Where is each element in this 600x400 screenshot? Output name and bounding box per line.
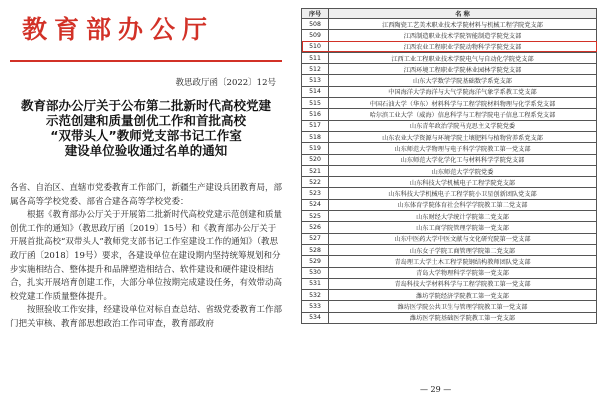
row-number: 533 bbox=[302, 301, 329, 312]
row-number: 522 bbox=[302, 177, 329, 188]
table-row bbox=[302, 267, 597, 278]
row-name: 江西陶瓷工艺美术职业技术学院材料与机械工程学院党支部 bbox=[329, 19, 597, 30]
row-number: 528 bbox=[302, 244, 329, 255]
row-number: 519 bbox=[302, 143, 329, 154]
table-row bbox=[302, 290, 597, 301]
table-row bbox=[302, 154, 597, 165]
row-name: 青岛科技大学材料科学与工程学院教工第一党支部 bbox=[329, 278, 597, 289]
table-row bbox=[302, 52, 597, 63]
row-name: 江西制造职业技术学院智能制造学院党支部 bbox=[329, 30, 597, 41]
table-row bbox=[302, 143, 597, 154]
row-name: 山东体育学院体育社会科学学院教工第二党支部 bbox=[329, 199, 597, 210]
table-row bbox=[302, 278, 597, 289]
row-number: 520 bbox=[302, 154, 329, 165]
table-row bbox=[302, 312, 597, 323]
row-number: 525 bbox=[302, 211, 329, 222]
row-name: 江西工业工程职业技术学院电气与自动化学院党支部 bbox=[329, 52, 597, 63]
row-name: 山东师范大学化学化工与材料科学学院党支部 bbox=[329, 154, 597, 165]
body-paragraph: 根据《教育部办公厅关于开展第二批新时代高校党建示范创建和质量创优工作的通知》（教思政厅函〔2019〕15号）和《教育部办公厅关于开展首批高校“双带头人”教师党支部书记工作室建设工作的通知》（教思政厅函〔2018〕19号）要求，各建设单位在建设期内坚持统筹规划和分步实施相结合、整体提升和品牌塑造相结合、软件建设和硬件建设相结合，扎实开展培育创建工作，大部分单位按期完成建设任务，有效带动高校党建工作质量整体提升。 bbox=[10, 210, 283, 302]
row-name: 潍坊医学院公共卫生与管理学院教工第一党支部 bbox=[329, 301, 597, 312]
table-row bbox=[302, 256, 597, 267]
row-number: 532 bbox=[302, 290, 329, 301]
row-number: 514 bbox=[302, 86, 329, 97]
row-name: 江西环境工程职业学院林业园林学院党支部 bbox=[329, 64, 597, 75]
row-name: 潍坊医学院基础医学院教工第一党支部 bbox=[329, 312, 597, 323]
row-name: 江西农业工程职业学院动物科学学院党支部 bbox=[329, 41, 597, 52]
row-name: 哈尔滨工业大学（威海）信息科学与工程学院电子信息工程系党支部 bbox=[329, 109, 597, 120]
row-number: 524 bbox=[302, 199, 329, 210]
table-row bbox=[302, 177, 597, 188]
table-row bbox=[302, 120, 597, 131]
row-number: 523 bbox=[302, 188, 329, 199]
row-number: 530 bbox=[302, 267, 329, 278]
row-name: 中国石油大学（华东）材料科学与工程学院材料物理与化学系党支部 bbox=[329, 98, 597, 109]
row-name: 青岛大学物理科学学院第一党支部 bbox=[329, 267, 597, 278]
table-row bbox=[302, 64, 597, 75]
letterhead-divider bbox=[10, 60, 282, 62]
row-name: 山东中医药大学中医文献与文化研究院第一党支部 bbox=[329, 233, 597, 244]
row-name: 山东师范大学学院党委 bbox=[329, 165, 597, 176]
row-number: 518 bbox=[302, 131, 329, 142]
column-header-name: 名 称 bbox=[329, 9, 597, 19]
notice-title-line: 建设单位验收通过名单的通知 bbox=[64, 143, 228, 158]
table-header-row bbox=[302, 9, 597, 19]
table-row bbox=[302, 109, 597, 120]
salutation: 各省、自治区、直辖市党委教育工作部门，新疆生产建设兵团教育局，部属各高等学校党委、部省合建各高等学校党委： bbox=[10, 183, 283, 207]
row-number: 517 bbox=[302, 120, 329, 131]
row-name: 山东财经大学统计学院第二党支部 bbox=[329, 211, 597, 222]
row-name: 中国海洋大学海洋与大气学院海洋气象学系教工党支部 bbox=[329, 86, 597, 97]
row-name: 山东农业大学资源与环境学院土壤肥料与植物营养系党支部 bbox=[329, 131, 597, 142]
table-row bbox=[302, 301, 597, 312]
row-number: 515 bbox=[302, 98, 329, 109]
notice-title bbox=[8, 98, 284, 158]
row-name: 山东女子学院工商管理学院第二党支部 bbox=[329, 244, 597, 255]
row-number: 527 bbox=[302, 233, 329, 244]
table-row bbox=[302, 222, 597, 233]
row-name: 山东师范大学物理与电子科学学院教工第一党支部 bbox=[329, 143, 597, 154]
row-number: 516 bbox=[302, 109, 329, 120]
notice-title-line: “双带头人”教师党支部书记工作室 bbox=[50, 128, 242, 143]
row-name: 山东大学数学学院基础数学系党支部 bbox=[329, 75, 597, 86]
row-number: 529 bbox=[302, 256, 329, 267]
table-row bbox=[302, 86, 597, 97]
body-paragraph: 按照验收工作安排，经建设单位对标自查总结、省级党委教育工作部门把关审核、教育部思想政治工作司审查，教育部政府 bbox=[10, 305, 283, 329]
row-name: 青岛理工大学土木工程学院钢结构教师团队党支部 bbox=[329, 256, 597, 267]
table-row bbox=[302, 233, 597, 244]
row-number: 531 bbox=[302, 278, 329, 289]
table-row bbox=[302, 244, 597, 255]
row-number: 511 bbox=[302, 52, 329, 63]
row-number: 526 bbox=[302, 222, 329, 233]
row-number: 509 bbox=[302, 30, 329, 41]
table-body bbox=[302, 19, 597, 324]
page-number: — 29 — bbox=[420, 385, 452, 394]
list-table bbox=[301, 8, 597, 324]
table-row bbox=[302, 188, 597, 199]
table-row bbox=[302, 98, 597, 109]
row-number: 510 bbox=[302, 41, 329, 52]
table-row bbox=[302, 75, 597, 86]
table-row bbox=[302, 41, 597, 52]
row-name: 山东科技大学机械电子工程学院小卫星创新团队党支部 bbox=[329, 188, 597, 199]
table-row bbox=[302, 199, 597, 210]
table-row bbox=[302, 30, 597, 41]
row-name: 山东青年政治学院马克思主义学院党委 bbox=[329, 120, 597, 131]
table-row bbox=[302, 211, 597, 222]
document-number: 教思政厅函〔2022〕12号 bbox=[175, 78, 276, 88]
notice-title-line: 教育部办公厅关于公布第二批新时代高校党建 bbox=[20, 98, 271, 113]
letterhead-title: 教育部办公厅 bbox=[22, 15, 215, 44]
table-row bbox=[302, 165, 597, 176]
table-row bbox=[302, 131, 597, 142]
row-number: 508 bbox=[302, 19, 329, 30]
row-name: 潍坊学院经济学院教工第一党支部 bbox=[329, 290, 597, 301]
row-number: 534 bbox=[302, 312, 329, 323]
notice-body bbox=[10, 182, 284, 332]
right-page bbox=[290, 0, 600, 400]
table-row bbox=[302, 19, 597, 30]
row-name: 山东科技大学机械电子工程学院党支部 bbox=[329, 177, 597, 188]
column-header-number: 序号 bbox=[302, 9, 329, 19]
notice-title-line: 示范创建和质量创优工作和首批高校 bbox=[45, 113, 246, 128]
row-number: 512 bbox=[302, 64, 329, 75]
row-name: 山东工商学院管理学院第一党支部 bbox=[329, 222, 597, 233]
row-number: 513 bbox=[302, 75, 329, 86]
row-number: 521 bbox=[302, 165, 329, 176]
left-page bbox=[0, 0, 290, 400]
